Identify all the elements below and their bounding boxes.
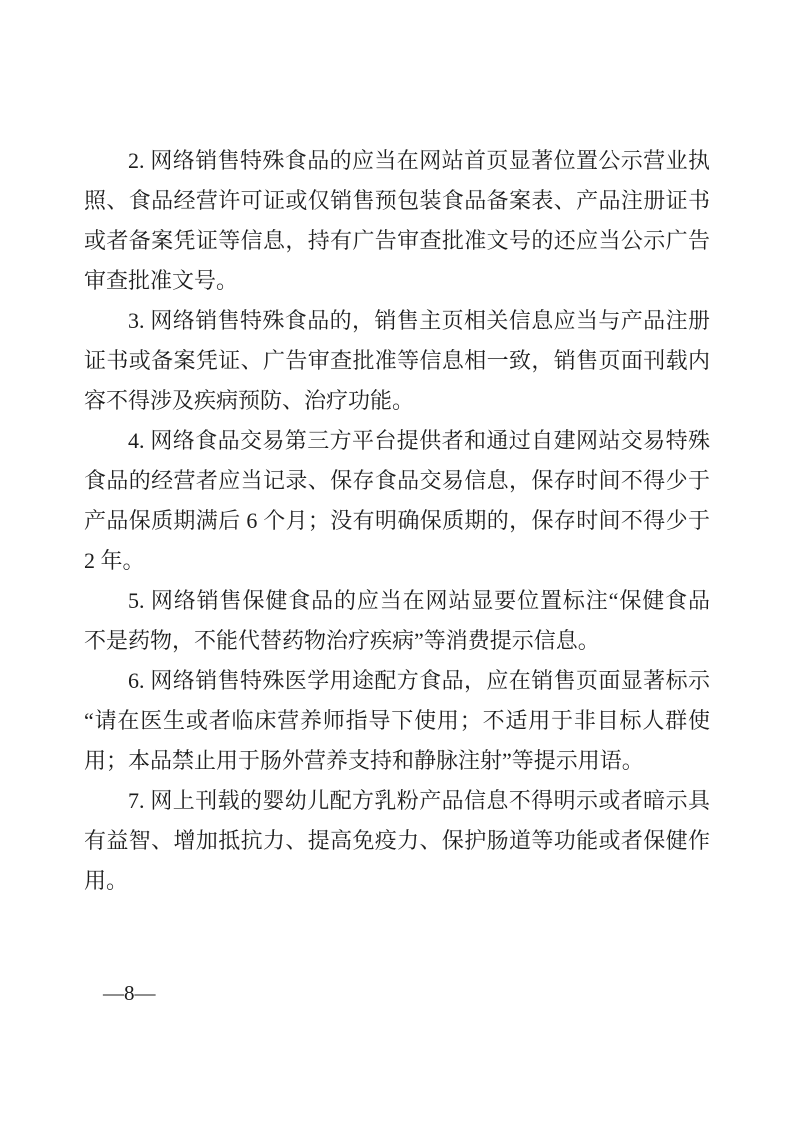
item-3-line-1: 3. 网络销售特殊食品的，销售主页相关信息应当与产品注册	[128, 308, 710, 333]
item-3-line-3: 容不得涉及疾病预防、治疗功能。	[84, 388, 415, 413]
page-number: —8—	[103, 981, 156, 1005]
item-6-line-1: 6. 网络销售特殊医学用途配方食品，应在销售页面显著标示	[128, 668, 710, 693]
item-6-line-2: “请在医生或者临床营养师指导下使用；不适用于非目标人群使	[84, 708, 710, 733]
item-2-line-2: 照、食品经营许可证或仅销售预包装食品备案表、产品注册证书	[84, 188, 710, 213]
list-item-4	[84, 421, 710, 581]
item-6-line-3: 用；本品禁止用于肠外营养支持和静脉注射”等提示用语。	[84, 748, 644, 773]
item-2-line-3: 或者备案凭证等信息，持有广告审查批准文号的还应当公示广告	[84, 228, 710, 253]
list-item-3	[84, 301, 710, 421]
item-7-line-1: 7. 网上刊载的婴幼儿配方乳粉产品信息不得明示或者暗示具	[128, 788, 710, 813]
item-4-line-2: 食品的经营者应当记录、保存食品交易信息，保存时间不得少于	[84, 468, 710, 493]
list-item-7	[84, 781, 710, 901]
item-2-line-1: 2. 网络销售特殊食品的应当在网站首页显著位置公示营业执	[128, 148, 710, 173]
document-body	[84, 141, 710, 901]
item-5-line-2: 不是药物，不能代替药物治疗疾病”等消费提示信息。	[84, 628, 600, 653]
item-7-line-3: 用。	[84, 868, 129, 893]
list-item-5	[84, 581, 710, 661]
item-2-line-4: 审查批准文号。	[84, 268, 239, 293]
item-3-line-2: 证书或备案凭证、广告审查批准等信息相一致，销售页面刊载内	[84, 348, 710, 373]
list-item-6	[84, 661, 710, 781]
item-7-line-2: 有益智、增加抵抗力、提高免疫力、保护肠道等功能或者保健作	[84, 828, 710, 853]
item-4-line-3: 产品保质期满后 6 个月；没有明确保质期的，保存时间不得少于	[84, 508, 710, 533]
item-5-line-1: 5. 网络销售保健食品的应当在网站显要位置标注“保健食品	[128, 588, 710, 613]
item-4-line-1: 4. 网络食品交易第三方平台提供者和通过自建网站交易特殊	[128, 428, 710, 453]
item-4-line-4: 2 年。	[84, 548, 145, 573]
list-item-2	[84, 141, 710, 301]
